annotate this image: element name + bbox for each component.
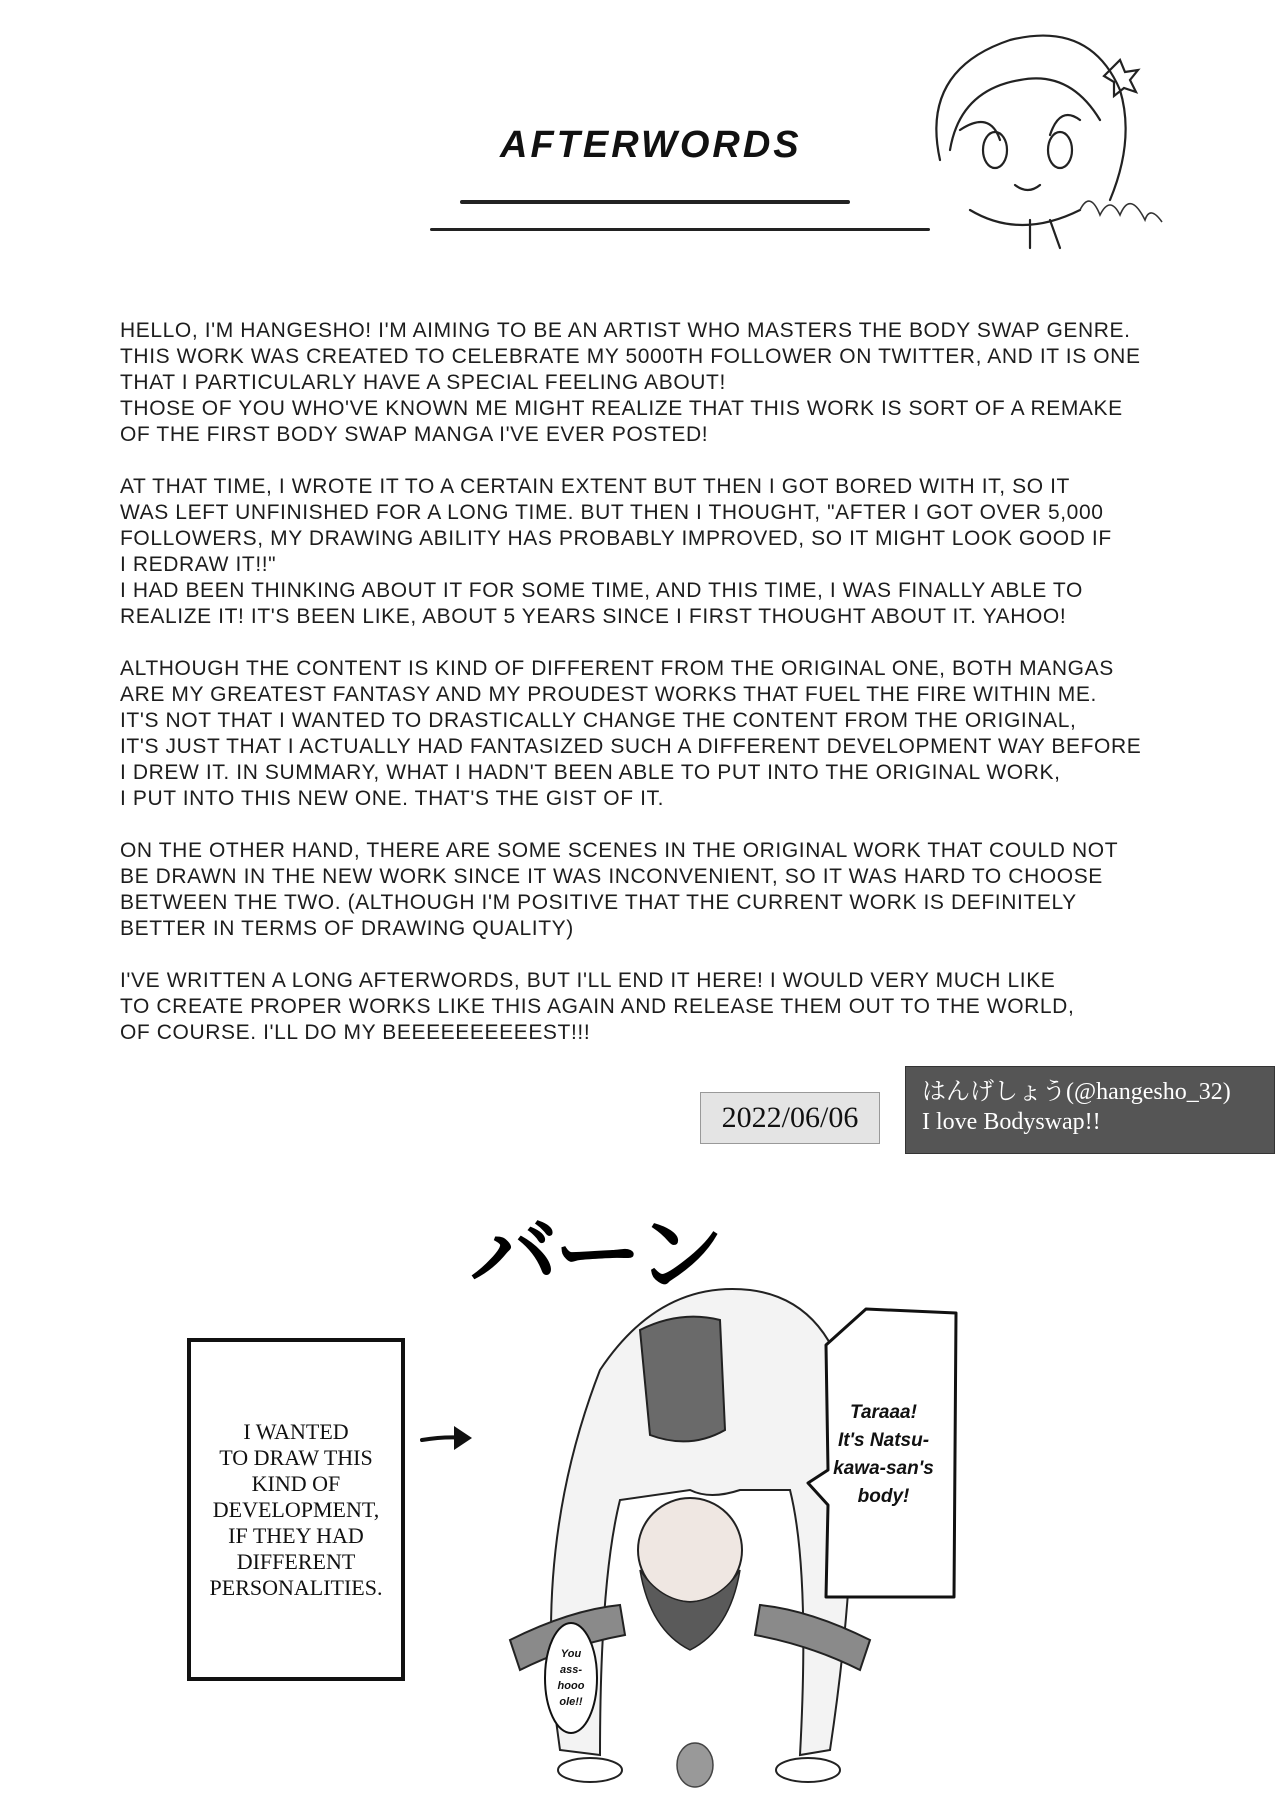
- page-title: AFTERWORDS: [500, 124, 802, 166]
- title-rule-bottom: [430, 228, 930, 231]
- caption-line: PERSONALITIES.: [209, 1574, 383, 1600]
- paragraph: [120, 318, 1180, 448]
- text-line: I PUT INTO THIS NEW ONE. THAT'S THE GIST OF IT.: [120, 787, 665, 810]
- speech-text: [833, 1399, 934, 1511]
- paragraph: [120, 968, 1180, 1046]
- text-line: IT'S JUST THAT I ACTUALLY HAD FANTASIZED SUCH A DIFFERENT DEVELOPMENT WAY BEFORE: [120, 735, 1142, 758]
- speech-bubble-small: [541, 1618, 601, 1738]
- speech-line: ole!!: [559, 1696, 583, 1708]
- text-line: WAS LEFT UNFINISHED FOR A LONG TIME. BUT THEN I THOUGHT, "AFTER I GOT OVER 5,000: [120, 501, 1104, 524]
- speech-line: hooo: [557, 1680, 585, 1692]
- text-line: OF THE FIRST BODY SWAP MANGA I'VE EVER POSTED!: [120, 423, 709, 446]
- paragraph: [120, 656, 1180, 812]
- text-line: THOSE OF YOU WHO'VE KNOWN ME MIGHT REALIZE THAT THIS WORK IS SORT OF A REMAKE: [120, 397, 1123, 420]
- text-line: THIS WORK WAS CREATED TO CELEBRATE MY 5000TH FOLLOWER ON TWITTER, AND IT IS ONE: [120, 345, 1141, 368]
- paragraph: [120, 838, 1180, 942]
- caption-line: DIFFERENT: [236, 1548, 356, 1574]
- text-line: TO CREATE PROPER WORKS LIKE THIS AGAIN AND RELEASE THEM OUT TO THE WORLD,: [120, 995, 1075, 1018]
- text-line: BE DRAWN IN THE NEW WORK SINCE IT WAS INCONVENIENT, SO IT WAS HARD TO CHOOSE: [120, 865, 1103, 888]
- text-line: OF COURSE. I'LL DO MY BEEEEEEEEEEST!!!: [120, 1021, 591, 1044]
- author-tagline: I love Bodyswap!!: [922, 1109, 1101, 1135]
- caption-line: DEVELOPMENT,: [212, 1496, 380, 1522]
- afterwords-body: [120, 318, 1180, 1072]
- arrow-right-icon: [418, 1418, 478, 1458]
- text-line: I DREW IT. IN SUMMARY, WHAT I HADN'T BEEN ABLE TO PUT INTO THE ORIGINAL WORK,: [120, 761, 1061, 784]
- text-line: FOLLOWERS, MY DRAWING ABILITY HAS PROBABLY IMPROVED, SO IT MIGHT LOOK GOOD IF: [120, 527, 1112, 550]
- speech-line: ass-: [559, 1664, 582, 1676]
- text-line: ON THE OTHER HAND, THERE ARE SOME SCENES IN THE ORIGINAL WORK THAT COULD NOT: [120, 839, 1119, 862]
- text-line: I'VE WRITTEN A LONG AFTERWORDS, BUT I'LL END IT HERE! I WOULD VERY MUCH LIKE: [120, 969, 1056, 992]
- title-rule-top: [460, 200, 850, 204]
- author-avatar-sketch: [900, 10, 1180, 250]
- caption-box: [187, 1338, 405, 1681]
- caption-line: I WANTED: [243, 1418, 349, 1444]
- speech-text: [558, 1646, 585, 1710]
- speech-line: It's Natsu-: [837, 1430, 930, 1451]
- text-line: REALIZE IT! IT'S BEEN LIKE, ABOUT 5 YEARS SINCE I FIRST THOUGHT ABOUT IT. YAHOO!: [120, 605, 1067, 628]
- speech-line: kawa-san's: [833, 1458, 934, 1479]
- text-line: AT THAT TIME, I WROTE IT TO A CERTAIN EXTENT BUT THEN I GOT BORED WITH IT, SO IT: [120, 475, 1070, 498]
- speech-line: body!: [857, 1486, 910, 1507]
- speech-line: Taraaa!: [850, 1402, 917, 1423]
- author-handle-box: [905, 1066, 1275, 1154]
- caption-text: [204, 1411, 389, 1609]
- sound-effect: バーン: [470, 1203, 721, 1306]
- text-line: BETWEEN THE TWO. (ALTHOUGH I'M POSITIVE THAT THE CURRENT WORK IS DEFINITELY: [120, 891, 1077, 914]
- text-line: ARE MY GREATEST FANTASY AND MY PROUDEST WORKS THAT FUEL THE FIRE WITHIN ME.: [120, 683, 1097, 706]
- text-line: HELLO, I'M HANGESHO! I'M AIMING TO BE AN ARTIST WHO MASTERS THE BODY SWAP GENRE.: [120, 319, 1131, 342]
- text-line: ALTHOUGH THE CONTENT IS KIND OF DIFFERENT FROM THE ORIGINAL ONE, BOTH MANGAS: [120, 657, 1114, 680]
- text-line: I REDRAW IT!!": [120, 553, 277, 576]
- author-handle: はんげしょう(@hangesho_32): [922, 1079, 1231, 1105]
- speech-line: You: [560, 1648, 582, 1660]
- speech-bubble-main: [806, 1305, 961, 1605]
- text-line: IT'S NOT THAT I WANTED TO DRASTICALLY CHANGE THE CONTENT FROM THE ORIGINAL,: [120, 709, 1077, 732]
- caption-line: IF THEY HAD: [228, 1522, 364, 1548]
- date-label: 2022/06/06: [700, 1092, 880, 1144]
- text-line: THAT I PARTICULARLY HAVE A SPECIAL FEELING ABOUT!: [120, 371, 726, 394]
- paragraph: [120, 474, 1180, 630]
- text-line: I HAD BEEN THINKING ABOUT IT FOR SOME TIME, AND THIS TIME, I WAS FINALLY ABLE TO: [120, 579, 1083, 602]
- caption-line: KIND OF: [251, 1470, 341, 1496]
- caption-line: TO DRAW THIS: [219, 1444, 373, 1470]
- text-line: BETTER IN TERMS OF DRAWING QUALITY): [120, 917, 574, 940]
